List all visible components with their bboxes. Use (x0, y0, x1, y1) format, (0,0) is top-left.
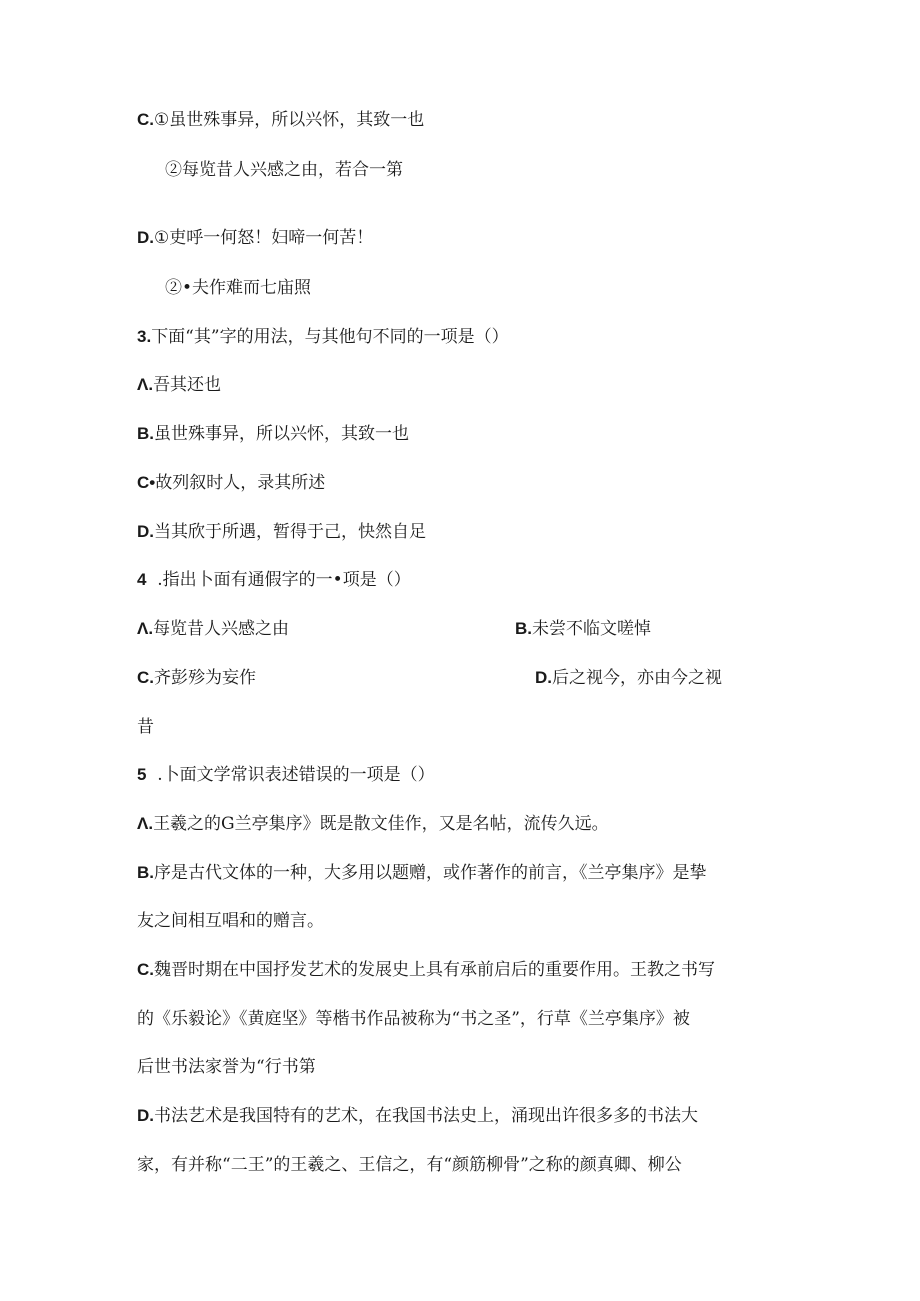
q5-option-c-line-1 (137, 958, 715, 982)
option-letter: B. (515, 619, 532, 638)
question-number: 4 (137, 570, 147, 589)
option-c-line-1 (137, 108, 424, 132)
option-letter: C. (137, 960, 154, 979)
option-text: 每览昔人兴感之由 (153, 619, 290, 639)
option-text: 王羲之的G兰亭集序》既是散文佳作，又是名帖，流传久远。 (153, 814, 609, 834)
question-text: .卜面文学常识表述错误的一项是（） (146, 765, 435, 785)
option-text: ①吏呼一何怒！妇啼一何苦！ (154, 228, 374, 248)
q4-option-a (137, 617, 289, 641)
option-letter: D. (535, 668, 552, 687)
q4-option-b (515, 617, 651, 641)
option-text: 家，有并称“二王”的王羲之、王信之，有“颜筋柳骨”之称的颜真卿、柳公 (137, 1155, 682, 1175)
option-text: ②•夫作难而七庙照 (165, 278, 312, 298)
option-text: 书法艺术是我国特有的艺术，在我国书法史上，涌现出许很多多的书法大 (154, 1106, 698, 1126)
option-text: ①虽世殊事异，所以兴怀，其致一也 (154, 110, 425, 130)
question-4 (137, 568, 411, 592)
option-text: 当其欣于所遇，暂得于己，快然自足 (154, 522, 426, 542)
option-letter: B. (137, 863, 154, 882)
option-text: 魏晋时期在中国抒发艺术的发展史上具有承前启后的重要作用。王教之书写 (154, 960, 715, 980)
option-d-line-2 (165, 276, 311, 300)
q4-option-c (137, 666, 256, 690)
q5-option-c-line-2 (137, 1007, 690, 1031)
q3-option-b (137, 422, 409, 446)
q5-option-d-line-2 (137, 1153, 682, 1177)
option-text: 后世书法家誉为“行书第 (137, 1057, 316, 1077)
option-text: 序是古代文体的一种，大多用以题赠，或作著作的前言，《兰亭集序》是挚 (154, 863, 707, 883)
question-text: .指出卜面有通假字的一•项是（） (146, 570, 411, 590)
q5-option-b-line-2 (137, 909, 324, 933)
q5-option-d-line-1 (137, 1104, 698, 1128)
option-text: 齐彭殄为妄作 (154, 668, 256, 688)
q5-option-b-line-1 (137, 861, 707, 885)
option-letter: B. (137, 424, 154, 443)
q5-option-a (137, 812, 609, 836)
option-letter: C. (137, 110, 154, 129)
option-letter: Λ. (137, 375, 154, 394)
option-text: 未尝不临文嗟悼 (532, 619, 651, 639)
q3-option-c (137, 471, 325, 495)
option-letter: D. (137, 228, 154, 247)
option-d-line-1 (137, 226, 373, 250)
option-letter: Λ. (137, 814, 154, 833)
question-number: 5 (137, 765, 147, 784)
question-5 (137, 763, 435, 787)
question-3 (137, 325, 509, 349)
question-number: 3. (137, 327, 152, 346)
option-letter: C. (137, 668, 154, 687)
option-text: 的《乐毅论》《黄庭坚》等楷书作品被称为“书之圣”，行草《兰亭集序》被 (137, 1009, 690, 1029)
q3-option-a (137, 373, 221, 397)
option-text: 昔 (137, 717, 154, 737)
option-letter: D. (137, 1106, 154, 1125)
option-text: 故列叙时人，录其所述 (155, 473, 326, 493)
option-text: 后之视今，亦由今之视 (552, 668, 722, 688)
option-letter: Λ. (137, 619, 154, 638)
question-text: 下面“其”字的用法，与其他句不同的一项是（） (151, 327, 509, 347)
q5-option-c-line-3 (137, 1055, 316, 1079)
option-text: 友之间相互唱和的赠言。 (137, 911, 324, 931)
option-letter: C• (137, 473, 156, 492)
q3-option-d (137, 520, 426, 544)
option-text: 吾其还也 (153, 375, 222, 395)
option-text: ②每览昔人兴感之由，若合一第 (165, 160, 403, 180)
option-letter: D. (137, 522, 154, 541)
option-text: 虽世殊事异，所以兴怀，其致一也 (154, 424, 409, 444)
option-c-line-2 (165, 158, 403, 182)
q4-option-d (535, 666, 722, 690)
q4-option-d-continued (137, 715, 154, 739)
